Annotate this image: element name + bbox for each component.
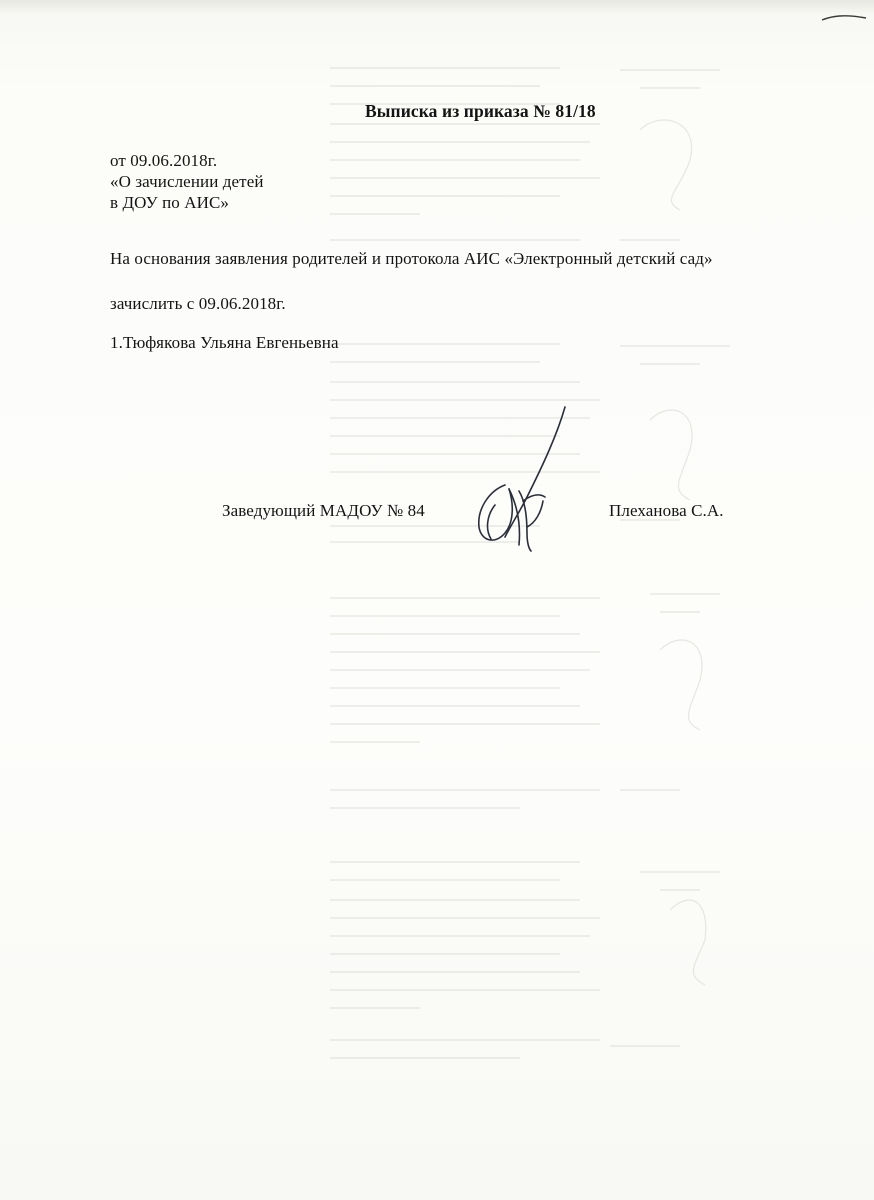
scan-edge-shadow — [0, 0, 874, 14]
document-title: Выписка из приказа № 81/18 — [365, 101, 596, 121]
handwritten-signature — [465, 405, 585, 555]
signatory-name: Плеханова С.А. — [609, 501, 724, 520]
enrollment-date-text: зачислить с 09.06.2018г. — [110, 294, 286, 313]
order-basis-text: На основания заявления родителей и протокола АИС «Электронный детский сад» — [110, 249, 713, 268]
signatory-position: Заведующий МАДОУ № 84 — [222, 501, 425, 520]
order-subject-line-2: в ДОУ по АИС» — [110, 193, 230, 212]
order-date: от 09.06.2018г. — [110, 151, 218, 170]
scan-corner-mark — [820, 8, 870, 28]
enrolled-child-item: 1.Тюфякова Ульяна Евгеньевна — [110, 333, 339, 352]
order-subject-line-1: «О зачислении детей — [110, 172, 264, 191]
